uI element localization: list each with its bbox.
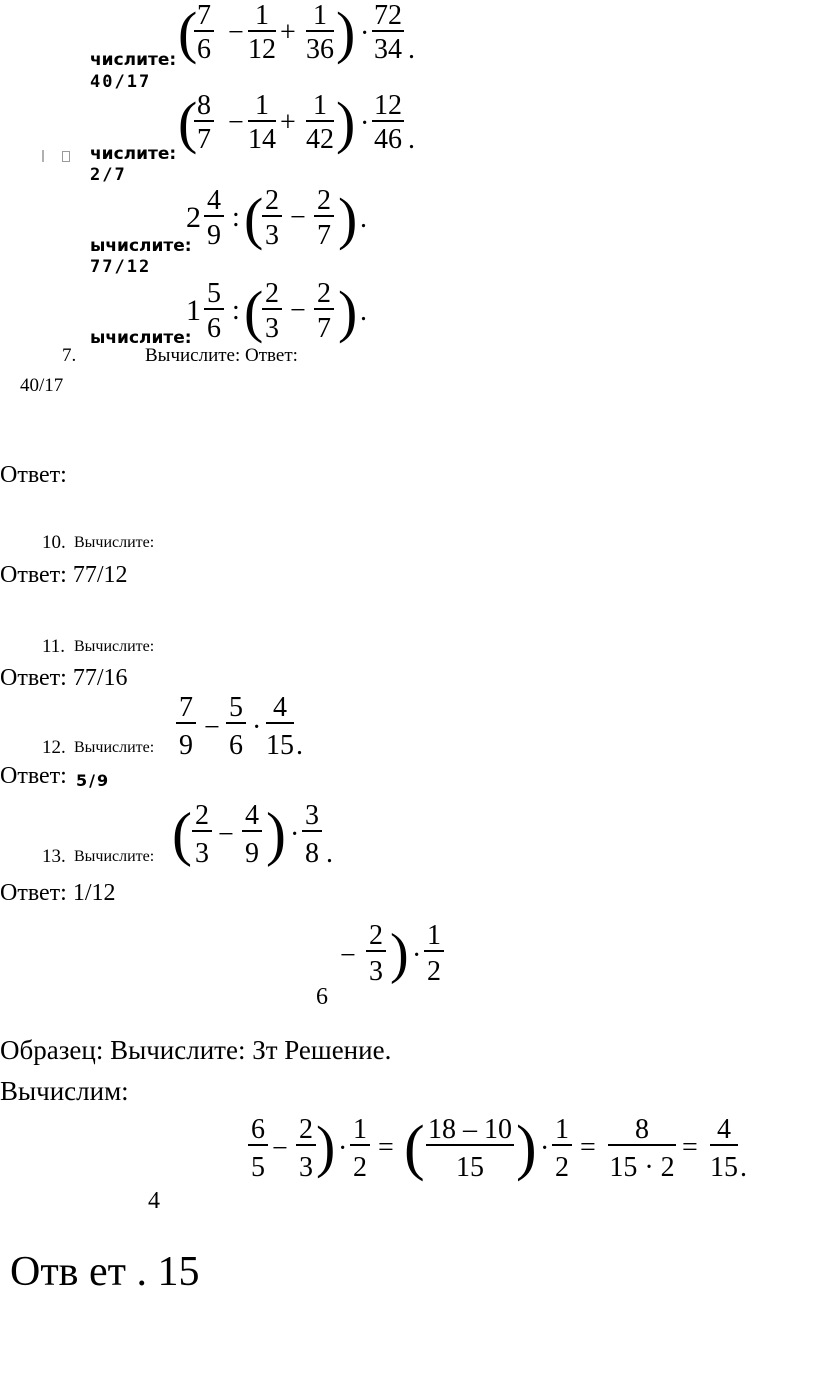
svg-text:8: 8 [197,90,211,121]
svg-text:.: . [326,838,333,869]
frac1-den: 6 [197,34,211,65]
answer-label: Ответ: [0,462,67,488]
frac2-num: 1 [255,0,269,31]
svg-text:3: 3 [305,800,319,831]
svg-text:): ) [516,1114,537,1182]
final-answer: Отв ет . 15 [10,1249,200,1295]
item-10-number: 10. [42,532,66,553]
svg-text:−: − [290,295,306,326]
item-11-number: 11. [42,636,66,657]
svg-text:2: 2 [353,1152,367,1183]
paren-right: ) [336,0,356,65]
frac3-den: 36 [306,34,334,65]
formula-fragment [340,920,450,990]
svg-text:): ) [336,90,356,155]
svg-text:·: · [338,1133,348,1164]
frac3-num: 1 [313,0,327,31]
svg-text:−: − [228,17,244,48]
item-12-number: 12. [42,737,66,758]
svg-text:1: 1 [353,1114,367,1145]
paren-left: ( [178,0,198,65]
item-11-label: Вычислите: [74,638,155,655]
svg-text:4: 4 [717,1114,731,1145]
problem-1-label: числите: [90,50,177,70]
svg-text:(: ( [404,1114,425,1182]
svg-text:=: = [580,1132,596,1163]
item-10-label: Вычислите: [74,534,155,551]
svg-text:2: 2 [427,956,441,987]
svg-text:3: 3 [299,1152,313,1183]
svg-text:4: 4 [207,185,221,216]
frac4-den: 34 [374,34,402,65]
svg-text:.: . [360,203,367,234]
svg-text:2: 2 [555,1152,569,1183]
problem-3-label: ычислите: [90,236,192,256]
svg-text:2: 2 [299,1114,313,1145]
svg-text:2: 2 [265,185,279,216]
item-7-number: 7. [62,345,77,366]
item-7-text: Вычислите: Ответ: [145,345,298,366]
svg-text:2: 2 [369,920,383,951]
svg-text:.: . [408,124,415,155]
svg-text:1: 1 [555,1114,569,1145]
problem-2-label: числите: [90,144,177,164]
svg-text:): ) [338,186,358,251]
svg-text:1: 1 [313,90,327,121]
svg-text:): ) [390,923,409,985]
formula-4 [186,276,376,348]
formula-2 [170,88,430,160]
svg-text:7: 7 [179,692,193,723]
svg-text:2: 2 [195,800,209,831]
svg-text:.: . [408,34,415,65]
svg-text:1: 1 [255,90,269,121]
svg-text:15: 15 [710,1152,738,1183]
problem-2-answer: 2/7 [90,165,127,185]
svg-text:1: 1 [427,920,441,951]
svg-text:): ) [316,1114,336,1179]
svg-text:9: 9 [245,838,259,869]
svg-text:.: . [360,296,367,327]
problem-3-answer: 77/12 [90,257,152,277]
item-10-answer: Ответ: 77/12 [0,562,128,588]
svg-text:·: · [290,819,300,850]
svg-text:15 · 2: 15 · 2 [609,1152,675,1183]
svg-text:−: − [340,940,356,971]
svg-text:7: 7 [317,220,331,251]
svg-text:15: 15 [456,1152,484,1183]
svg-text:2: 2 [265,278,279,309]
svg-text:): ) [266,801,286,867]
svg-text:15: 15 [266,730,294,761]
solution-formula [246,1110,766,1192]
svg-text:3: 3 [265,313,279,344]
svg-text:5: 5 [207,278,221,309]
frac1-num: 7 [197,0,211,31]
formula-13 [172,796,342,872]
svg-text:−: − [228,107,244,138]
formula-12 [174,692,314,762]
item-11-answer: Ответ: 77/16 [0,665,128,691]
formula-1 [170,0,430,70]
item-13-label: Вычислите: [74,848,155,865]
formula-3 [186,183,376,255]
item-13-answer: Ответ: 1/12 [0,880,116,906]
svg-text:18 – 10: 18 – 10 [428,1114,512,1145]
svg-text:6: 6 [229,730,243,761]
svg-text:3: 3 [195,838,209,869]
svg-text:6: 6 [251,1114,265,1145]
svg-text:): ) [338,279,358,344]
svg-text:42: 42 [306,124,334,155]
marker-icon [62,151,70,162]
svg-text:−: − [272,1133,288,1164]
svg-text:+: + [280,17,296,48]
svg-text:3: 3 [265,220,279,251]
compute-line: Вычислим: [0,1076,129,1106]
svg-text:·: · [540,1133,550,1164]
svg-text:·: · [252,712,262,743]
svg-text:8: 8 [635,1114,649,1145]
stray-digit-four: 4 [148,1188,160,1214]
item-12-answer-value: 5/9 [76,771,111,790]
item-12-label: Вычислите: [74,739,155,756]
svg-text:12: 12 [374,90,402,121]
svg-text:(: ( [178,90,198,155]
problem-4-label: ычислите: [90,328,192,348]
svg-text:·: · [360,108,370,139]
svg-text:5: 5 [229,692,243,723]
svg-text:6: 6 [207,313,221,344]
svg-text:=: = [378,1132,394,1163]
svg-text:1: 1 [186,294,201,327]
svg-text::: : [232,202,240,233]
item-7-answer: 40/17 [20,375,64,396]
frac2-den: 12 [248,34,276,65]
svg-text:.: . [740,1152,747,1183]
svg-text:·: · [412,940,422,971]
svg-text:14: 14 [248,124,276,155]
svg-text:5: 5 [251,1152,265,1183]
svg-text:9: 9 [207,220,221,251]
svg-text:4: 4 [245,800,259,831]
svg-text:9: 9 [179,730,193,761]
frac4-num: 72 [374,0,402,31]
item-12-answer-prefix: Ответ: [0,763,67,789]
sample-line: Образец: Вычислите: Зт Решение. [0,1035,392,1065]
svg-text:−: − [218,819,234,850]
svg-text:46: 46 [374,124,402,155]
svg-text:=: = [682,1132,698,1163]
svg-text:2: 2 [317,278,331,309]
marker-icon [42,150,44,162]
svg-text:−: − [204,712,220,743]
svg-text:7: 7 [197,124,211,155]
svg-text:−: − [290,202,306,233]
svg-text:·: · [360,18,370,49]
svg-text:+: + [280,107,296,138]
svg-text:8: 8 [305,838,319,869]
svg-text::: : [232,295,240,326]
stray-digit-six: 6 [316,984,328,1010]
svg-text:.: . [296,730,303,761]
svg-text:(: ( [244,186,264,251]
svg-text:7: 7 [317,313,331,344]
item-13-number: 13. [42,846,66,867]
svg-text:(: ( [172,801,192,867]
svg-text:4: 4 [273,692,287,723]
svg-text:(: ( [244,279,264,344]
svg-text:3: 3 [369,956,383,987]
svg-text:2: 2 [317,185,331,216]
problem-1-answer: 40/17 [90,72,152,92]
svg-text:2: 2 [186,201,201,234]
